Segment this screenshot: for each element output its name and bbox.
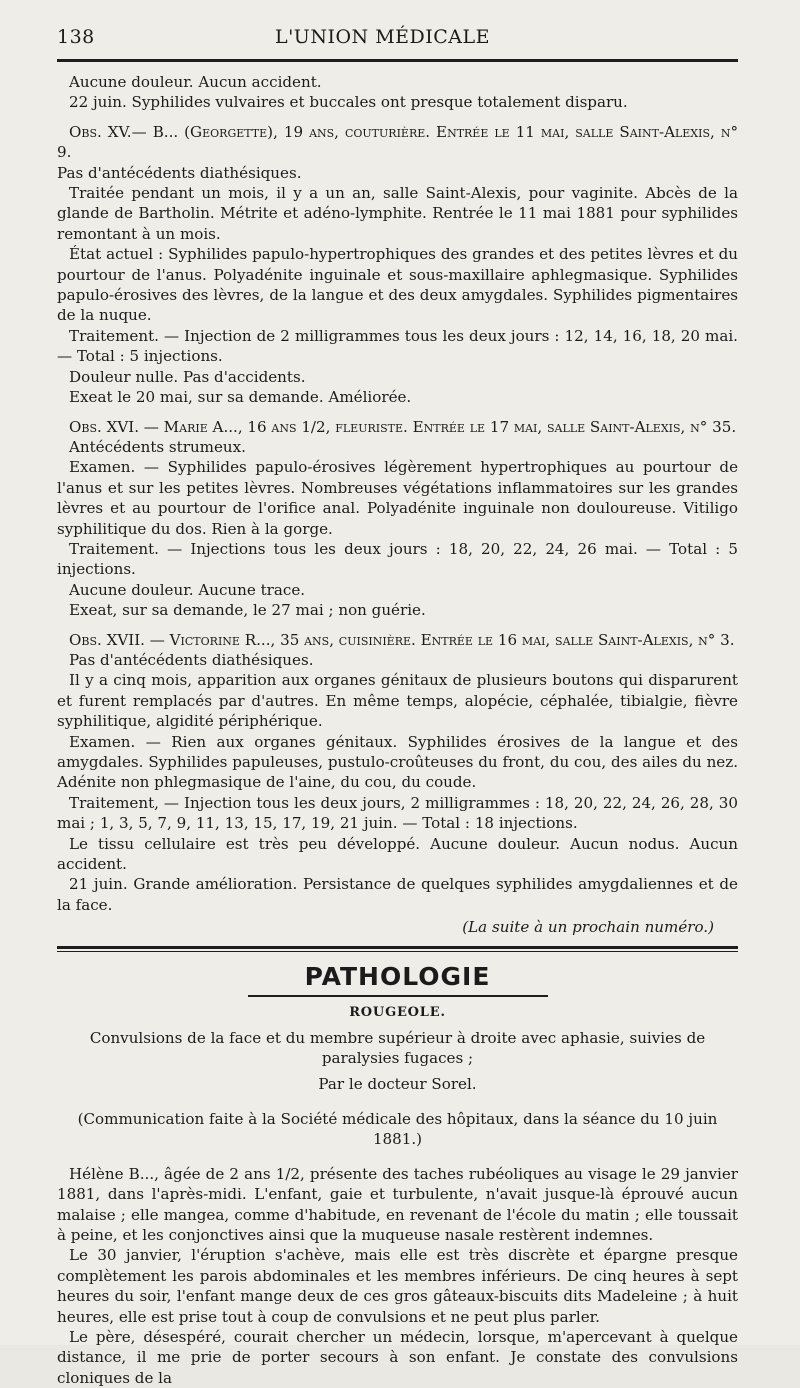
paragraph: Pas d'antécédents diathésiques. xyxy=(69,650,314,669)
observation-heading-xvii: Obs. XVII. — Victorine R..., 35 ans, cuisinière. Entrée le 16 mai, salle Saint-Alexis, n° 3. xyxy=(69,630,735,649)
paragraph: Le 30 janvier, l'éruption s'achève, mais elle est très discrète et épargne presque complètement les parois abdominales et les membres inférieurs. De cinq heures à sept heures du soir, l'enfant mange deux de ces gros gâteaux-biscuits dits Madeleine ; à huit heures, elle est prise tout à coup de convulsions et ne peut plus parler. xyxy=(57,1246,738,1326)
communication-note: (Communication faite à la Société médicale des hôpitaux, dans la séance du 10 juin 1881.) xyxy=(77,1109,718,1149)
continuation-note: (La suite à un prochain numéro.) xyxy=(462,918,714,937)
paragraph: 21 juin. Grande amélioration. Persistance de quelques syphilides amygdaliennes et de la face. xyxy=(57,875,738,914)
paragraph: Examen. — Rien aux organes génitaux. Syphilides érosives de la langue et des amygdales. Syphilides papuleuses, pustulo-croûteuses du front, du cou, des ailes du nez. Adénite non phlegmasique de l'aine, du cou, du coude. xyxy=(57,732,738,792)
paragraph: Le père, désespéré, courait chercher un médecin, lorsque, m'apercevant à quelque distance, il me prie de porter secours à son enfant. Je constate des convulsions cloniques de la xyxy=(57,1327,738,1387)
paragraph: Exeat, sur sa demande, le 27 mai ; non guérie. xyxy=(69,601,426,620)
title-rule xyxy=(248,995,548,997)
paragraph: Traitement. — Injection de 2 milligrammes tous les deux jours : 12, 14, 16, 18, 20 mai. — Total : 5 injections. xyxy=(57,326,738,366)
section-divider xyxy=(57,946,738,952)
paragraph: Exeat le 20 mai, sur sa demande. Améliorée. xyxy=(69,388,412,407)
observation-heading-xvi: Obs. XVI. — Marie A..., 16 ans 1/2, fleuriste. Entrée le 17 mai, salle Saint-Alexis, n° 35. xyxy=(69,417,737,436)
paragraph: Traitée pendant un mois, il y a un an, salle Saint-Alexis, pour vaginite. Abcès de la glande de Bartholin. Métrite et adéno-lymphite. Rentrée le 11 mai 1881 pour syphilides remontant à un mois. xyxy=(57,184,738,243)
paragraph: Traitement. — Injections tous les deux jours : 18, 20, 22, 24, 26 mai. — Total : 5 injections. xyxy=(57,539,738,579)
subheading: ROUGEOLE. xyxy=(349,1004,446,1020)
journal-title: L'UNION MÉDICALE xyxy=(274,26,491,48)
section-title: PATHOLOGIE xyxy=(304,961,491,991)
paragraph: Aucune douleur. Aucun accident. xyxy=(69,73,322,91)
observation-heading-xv: Obs. XV.— B... (Georgette), 19 ans, couturière. Entrée le 11 mai, salle Saint-Alexis, n° 9. xyxy=(57,122,738,162)
running-header xyxy=(57,26,738,56)
page-number: 138 xyxy=(57,26,95,48)
paragraph: Douleur nulle. Pas d'accidents. xyxy=(69,367,306,386)
paragraph: Antécédents strumeux. xyxy=(69,437,246,456)
paragraph: Traitement, — Injection tous les deux jours, 2 milligrammes : 18, 20, 22, 24, 26, 28, 30 mai ; 1, 3, 5, 7, 9, 11, 13, 15, 17, 19, 21 juin. — Total : 18 injections. xyxy=(57,793,738,833)
article-title: Convulsions de la face et du membre supérieur à droite avec aphasie, suivies de paralysies fugaces ; xyxy=(89,1028,706,1068)
header-rule xyxy=(57,59,738,62)
paragraph: État actuel : Syphilides papulo-hypertrophiques des grandes et des petites lèvres et du pourtour de l'anus. Polyadénite inguinale et sous-maxillaire aphlegmasique. Syphilides papulo-érosives des lèvres, de la langue et des deux amygdales. Syphilides pigmentaires de la nuque. xyxy=(57,245,738,325)
paragraph: Le tissu cellulaire est très peu développé. Aucune douleur. Aucun nodus. Aucun accident. xyxy=(57,834,738,874)
paragraph: Aucune douleur. Aucune trace. xyxy=(69,580,306,599)
paragraph: Hélène B..., âgée de 2 ans 1/2, présente des taches rubéoliques au visage le 29 janvier 1881, dans l'après-midi. L'enfant, gaie et turbulente, n'avait jusque-là éprouvé aucun malaise ; elle mangea, comme d'habitude, en revenant de l'école du matin ; elle toussait à peine, et les conjonctives ainsi que la muqueuse nasale restèrent indemnes. xyxy=(57,1164,738,1244)
paragraph: 22 juin. Syphilides vulvaires et buccales ont presque totalement disparu. xyxy=(69,93,628,112)
paragraph: Pas d'antécédents diathésiques. xyxy=(57,163,302,182)
paragraph: Examen. — Syphilides papulo-érosives légèrement hypertrophiques au pourtour de l'anus et sur les petites lèvres. Nombreuses végétations inflammatoires sur les grandes lèvres et au pourtour de l'orifice anal. Polyadénite inguinale non douloureuse. Vitiligo syphilitique du dos. Rien à la gorge. xyxy=(57,458,738,538)
byline: Par le docteur Sorel. xyxy=(318,1075,477,1094)
paragraph: Il y a cinq mois, apparition aux organes génitaux de plusieurs boutons qui disparurent et furent remplacés par d'autres. En même temps, alopécie, céphalée, tibialgie, fièvre syphilitique, algidité périphérique. xyxy=(57,671,738,731)
